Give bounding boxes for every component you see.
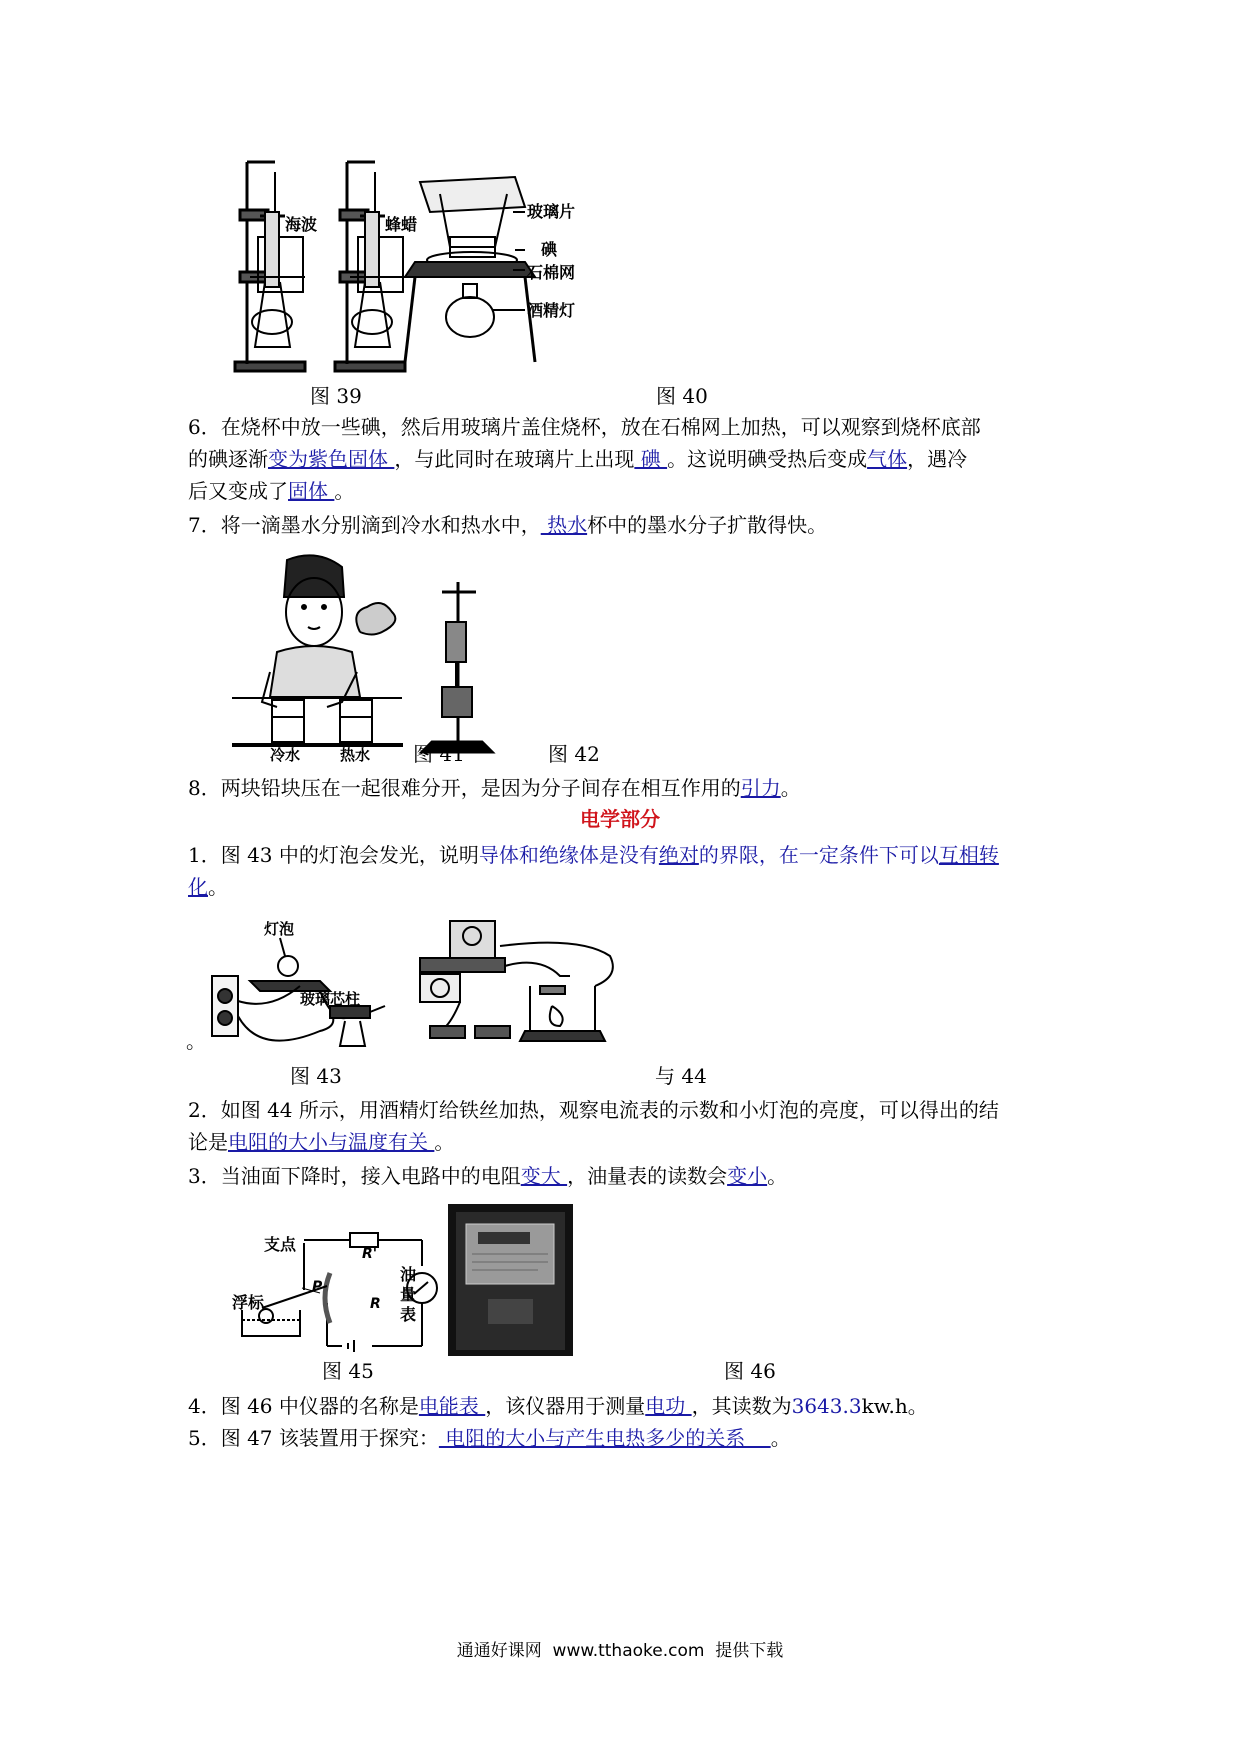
e3-text-1: 3．当油面下降时，接入电路中的电阻 <box>188 1164 521 1188</box>
q6-text-6: 后又变成了 <box>188 479 288 503</box>
q6-text-4: 。这说明碘受热后变成 <box>667 447 868 471</box>
label-hot-water: 热水 <box>340 746 371 762</box>
e5-answer-1: 电阻的大小与产生电热多少的关系 <box>438 1426 771 1450</box>
e2-text-3: 。 <box>434 1130 455 1154</box>
e2-line-1 <box>188 1097 999 1123</box>
caption-fig43: 图 43 <box>290 1064 342 1088</box>
caption-fig40: 图 40 <box>656 384 708 408</box>
stand-1-drawing <box>235 162 305 371</box>
label-meter-2: 量 <box>400 1285 417 1304</box>
e1-blue-2: 的界限，在一定条件下可以 <box>698 843 939 867</box>
beakers-drawing <box>232 700 402 746</box>
e4-text-2: ，该仪器用于测量 <box>485 1394 646 1418</box>
q6-line-1 <box>188 414 981 440</box>
e1-text-1: 1．图 43 中的灯泡会发光，说明 <box>188 843 479 867</box>
figure-45 <box>232 1228 447 1358</box>
q6-text-1: 6．在烧杯中放一些碘，然后用玻璃片盖住烧杯，放在石棉网上加热，可以观察到烧杯底部 <box>188 415 981 439</box>
q6-answer-3: 气体 <box>867 447 908 471</box>
q6-line-2 <box>188 446 967 472</box>
stand-2-drawing <box>335 162 405 371</box>
q8-text-1: 8．两块铅块压在一起很难分开，是因为分子间存在相互作用的 <box>188 776 741 800</box>
e3-answer-1: 变大 <box>520 1164 568 1188</box>
q6-line-3 <box>188 478 354 504</box>
e1-answer-1: 绝对 <box>658 843 699 867</box>
label-Rprime: R' <box>362 1246 378 1262</box>
e3-text-3: 。 <box>767 1164 788 1188</box>
q6-answer-1: 变为紫色固体 <box>268 447 395 471</box>
iron-wire-circuit-drawing <box>420 921 613 1041</box>
e1-answer-3: 化 <box>188 875 208 899</box>
page-footer: 通通好课网 www.tthaoke.com 提供下载 <box>456 1641 784 1661</box>
e4-answer-2: 电功 <box>645 1394 692 1418</box>
q6-answer-4: 固体 <box>288 479 335 503</box>
label-meter-3: 表 <box>400 1305 417 1324</box>
figure-43-44 <box>200 916 630 1056</box>
q8-text-2: 。 <box>780 776 801 800</box>
label-pivot: 支点 <box>264 1235 297 1254</box>
q7-answer-1: 热水 <box>540 513 588 537</box>
q6-text-2: 的碘逐渐 <box>188 447 268 471</box>
e3-text-2: ，油量表的读数会 <box>567 1164 728 1188</box>
caption-fig41: 图 41 <box>413 742 465 766</box>
e5-text-1: 5．图 47 该装置用于探究： <box>188 1426 439 1450</box>
q6-text-5: ，遇冷 <box>907 447 968 471</box>
label-net: 石棉网 <box>527 263 576 282</box>
label-bulb: 灯泡 <box>264 920 295 938</box>
q6-text-7: 。 <box>334 479 355 503</box>
e4-reading-value: 3643.3 <box>791 1394 862 1418</box>
e1-answer-2: 互相转 <box>938 843 999 867</box>
q7-line <box>188 512 827 538</box>
dot-mark: 。 <box>186 1029 206 1053</box>
weight-stand-drawing <box>422 582 492 752</box>
e2-answer-1: 电阻的大小与温度有关 <box>228 1130 435 1154</box>
e4-text-3: ，其读数为 <box>691 1394 792 1418</box>
figure-39-40 <box>225 152 655 382</box>
e3-answer-2: 变小 <box>727 1164 768 1188</box>
label-fengla: 蜂蜡 <box>385 215 418 234</box>
caption-fig46: 图 46 <box>724 1359 776 1383</box>
boy-drawing <box>262 555 395 707</box>
q8-answer-1: 引力 <box>740 776 781 800</box>
q6-text-3: ，与此同时在玻璃片上出现 <box>394 447 635 471</box>
caption-fig42: 图 42 <box>548 742 600 766</box>
label-cold-water: 冷水 <box>270 746 301 762</box>
label-iodine: 碘 <box>541 240 558 259</box>
label-P: P <box>312 1279 323 1295</box>
caption-fig44: 与 44 <box>655 1064 707 1088</box>
e1-line-2 <box>188 874 228 900</box>
q6-answer-2: 碘 <box>634 447 668 471</box>
label-R: R <box>370 1296 381 1312</box>
label-glass-core: 玻璃芯柱 <box>300 990 361 1008</box>
q7-text-1: 7．将一滴墨水分别滴到冷水和热水中， <box>188 513 541 537</box>
caption-fig45: 图 45 <box>322 1359 374 1383</box>
figure-46-photo <box>448 1204 573 1356</box>
q7-text-2: 杯中的墨水分子扩散得快。 <box>587 513 828 537</box>
figure-41-42 <box>232 552 572 762</box>
label-lamp: 酒精灯 <box>527 301 576 320</box>
label-glass: 玻璃片 <box>527 202 576 221</box>
e1-blue-1: 导体和绝缘体是没有 <box>478 843 659 867</box>
e2-line-2 <box>188 1129 454 1155</box>
e5-text-2: 。 <box>770 1426 791 1450</box>
section-title: 电学部分 <box>580 807 660 831</box>
label-meter-1: 油 <box>400 1265 417 1284</box>
e5-line <box>188 1425 791 1451</box>
caption-fig39: 图 39 <box>310 384 362 408</box>
e4-text-1: 4．图 46 中仪器的名称是 <box>188 1394 419 1418</box>
q8-line <box>188 775 801 801</box>
e4-text-4: kw.h。 <box>861 1394 928 1418</box>
iodine-apparatus-drawing <box>405 177 535 362</box>
label-haibo: 海波 <box>285 215 318 234</box>
e4-line <box>188 1393 928 1419</box>
e3-line <box>188 1163 787 1189</box>
label-float: 浮标 <box>232 1293 265 1312</box>
e1-text-2: 。 <box>208 875 228 899</box>
e2-text-2: 论是 <box>188 1130 228 1154</box>
e2-text-1: 2．如图 44 所示，用酒精灯给铁丝加热，观察电流表的示数和小灯泡的亮度，可以得出的结 <box>188 1098 999 1122</box>
e1-line-1 <box>188 842 999 868</box>
e4-answer-1: 电能表 <box>418 1394 486 1418</box>
